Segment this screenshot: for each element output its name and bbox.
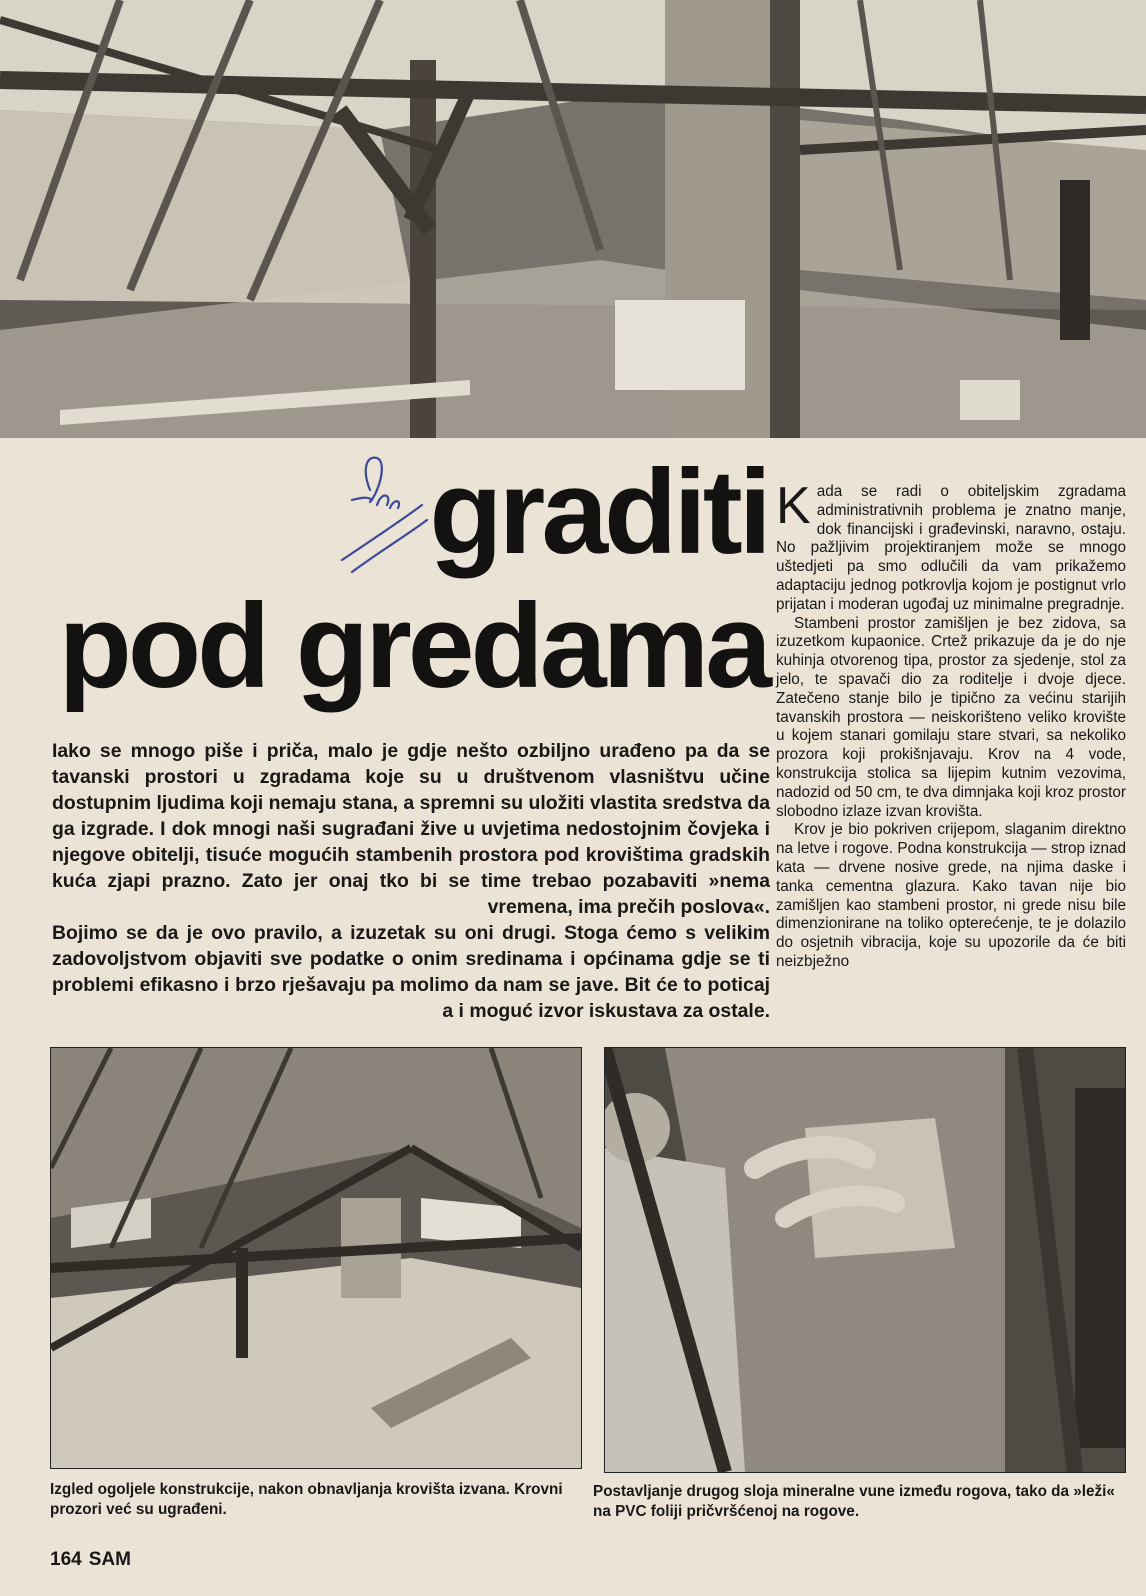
photo-roof-structure xyxy=(50,1047,582,1469)
body-paragraph-2: Stambeni prostor zamišljen je bez zidova, sa izuzetkom kupaonice. Crtež prikazuje da je do nje kuhinja otvorenog tipa, prostor za sjedenje, stol za jelo, te spavači dio za roditelje i dvoje djece. Zatečeno stanje bilo je tipično za većinu starijih tavanskih prostora — neiskorišteno veliko krovište u kojem stanari gomilaju stare stvari, sa nekoliko prozora koji prokišnjavaju. Krov na 4 vode, konstrukcija stolica sa lijepim kutnim vezovima, nadozid od 50 cm, te dva dimnjaka koji kroz prostor slobodno izlaze izvan krovišta. xyxy=(776,614,1126,820)
body-paragraph-1-text: ada se radi o obiteljskim zgradama administrativnih problema je znatno manje, dok financijski i građevinski, naravno, ostaju. No pažljivim projektiranjem može se mnogo uštedjeti pa smo odlučili da vam prikažemo adaptaciju jednog potkrovlja kojom je postignut vrlo prijatan i moderan ugođaj uz minimalne pregradnje. xyxy=(776,483,1126,613)
page-footer xyxy=(50,1549,131,1571)
article-title-line1: graditi xyxy=(429,445,768,579)
photo-installing-insulation xyxy=(604,1047,1126,1473)
photo-attic-top-image xyxy=(0,0,1146,438)
article-title-line2: pod gredama xyxy=(58,579,768,713)
photo-caption-left: Izgled ogoljele konstrukcije, nakon obnavljanja krovišta izvana. Krovni prozori već su ugrađeni. xyxy=(50,1481,563,1518)
page-number: 164 xyxy=(50,1549,82,1570)
lead-paragraph-2: Bojimo se da je ovo pravilo, a izuzetak su oni drugi. Stoga ćemo s velikim zadovoljstvom objaviti sve podatke o onim sredinama i općinama gdje se ti problemi efikasno i brzo rješavaju pa molimo da nam se jave. Bit će to poticaj a i moguć izvor iskustava za ostale. xyxy=(52,922,770,1022)
body-paragraph-3: Krov je bio pokriven crijepom, slaganim direktno na letve i rogove. Podna konstrukcija — strop iznad kata — drvene nosive grede, na njima daske i tanka cementna glazura. Kako tavan nije bio zamišljen kao stambeni prostor, ni grede nisu bile dimenzionirane na toliko opterećenje, te je dolazilo do osjetnih vibracija, koje su upozorile da će biti neizbježno xyxy=(776,821,1126,970)
photo-installing-insulation-image xyxy=(605,1048,1125,1472)
lead-paragraph-1: Iako se mnogo piše i priča, malo je gdje nešto ozbiljno urađeno pa da se tavanski prostori u zgradama koje su u društvenom vlasništvu učine dostupnim ljudima koji nemaju stana, a spremni su uložiti vlastita sredstva da ga izgrade. I dok mnogi naši sugrađani žive u uvjetima nedostojnim čovjeka i njegove obitelji, tisuće mogućih stambenih prostora pod krovištima gradskih kuća zjapi prazno. Zato jer onaj tko bi se time trebao pozabaviti »nema vremena, ima prečih poslova«. xyxy=(52,740,770,918)
drop-cap: K xyxy=(776,477,811,535)
handwritten-signature xyxy=(332,450,432,580)
article-body-column xyxy=(776,477,1126,972)
article-lead xyxy=(52,738,770,1024)
photo-attic-interior-top xyxy=(0,0,1146,438)
photo-roof-structure-image xyxy=(51,1048,581,1468)
body-paragraph-1 xyxy=(776,477,1126,615)
magazine-name: SAM xyxy=(88,1549,131,1570)
photo-caption-right: Postavljanje drugog sloja mineralne vune između rogova, tako da »leži« na PVC foliji pričvršćenoj na rogove. xyxy=(593,1483,1115,1520)
